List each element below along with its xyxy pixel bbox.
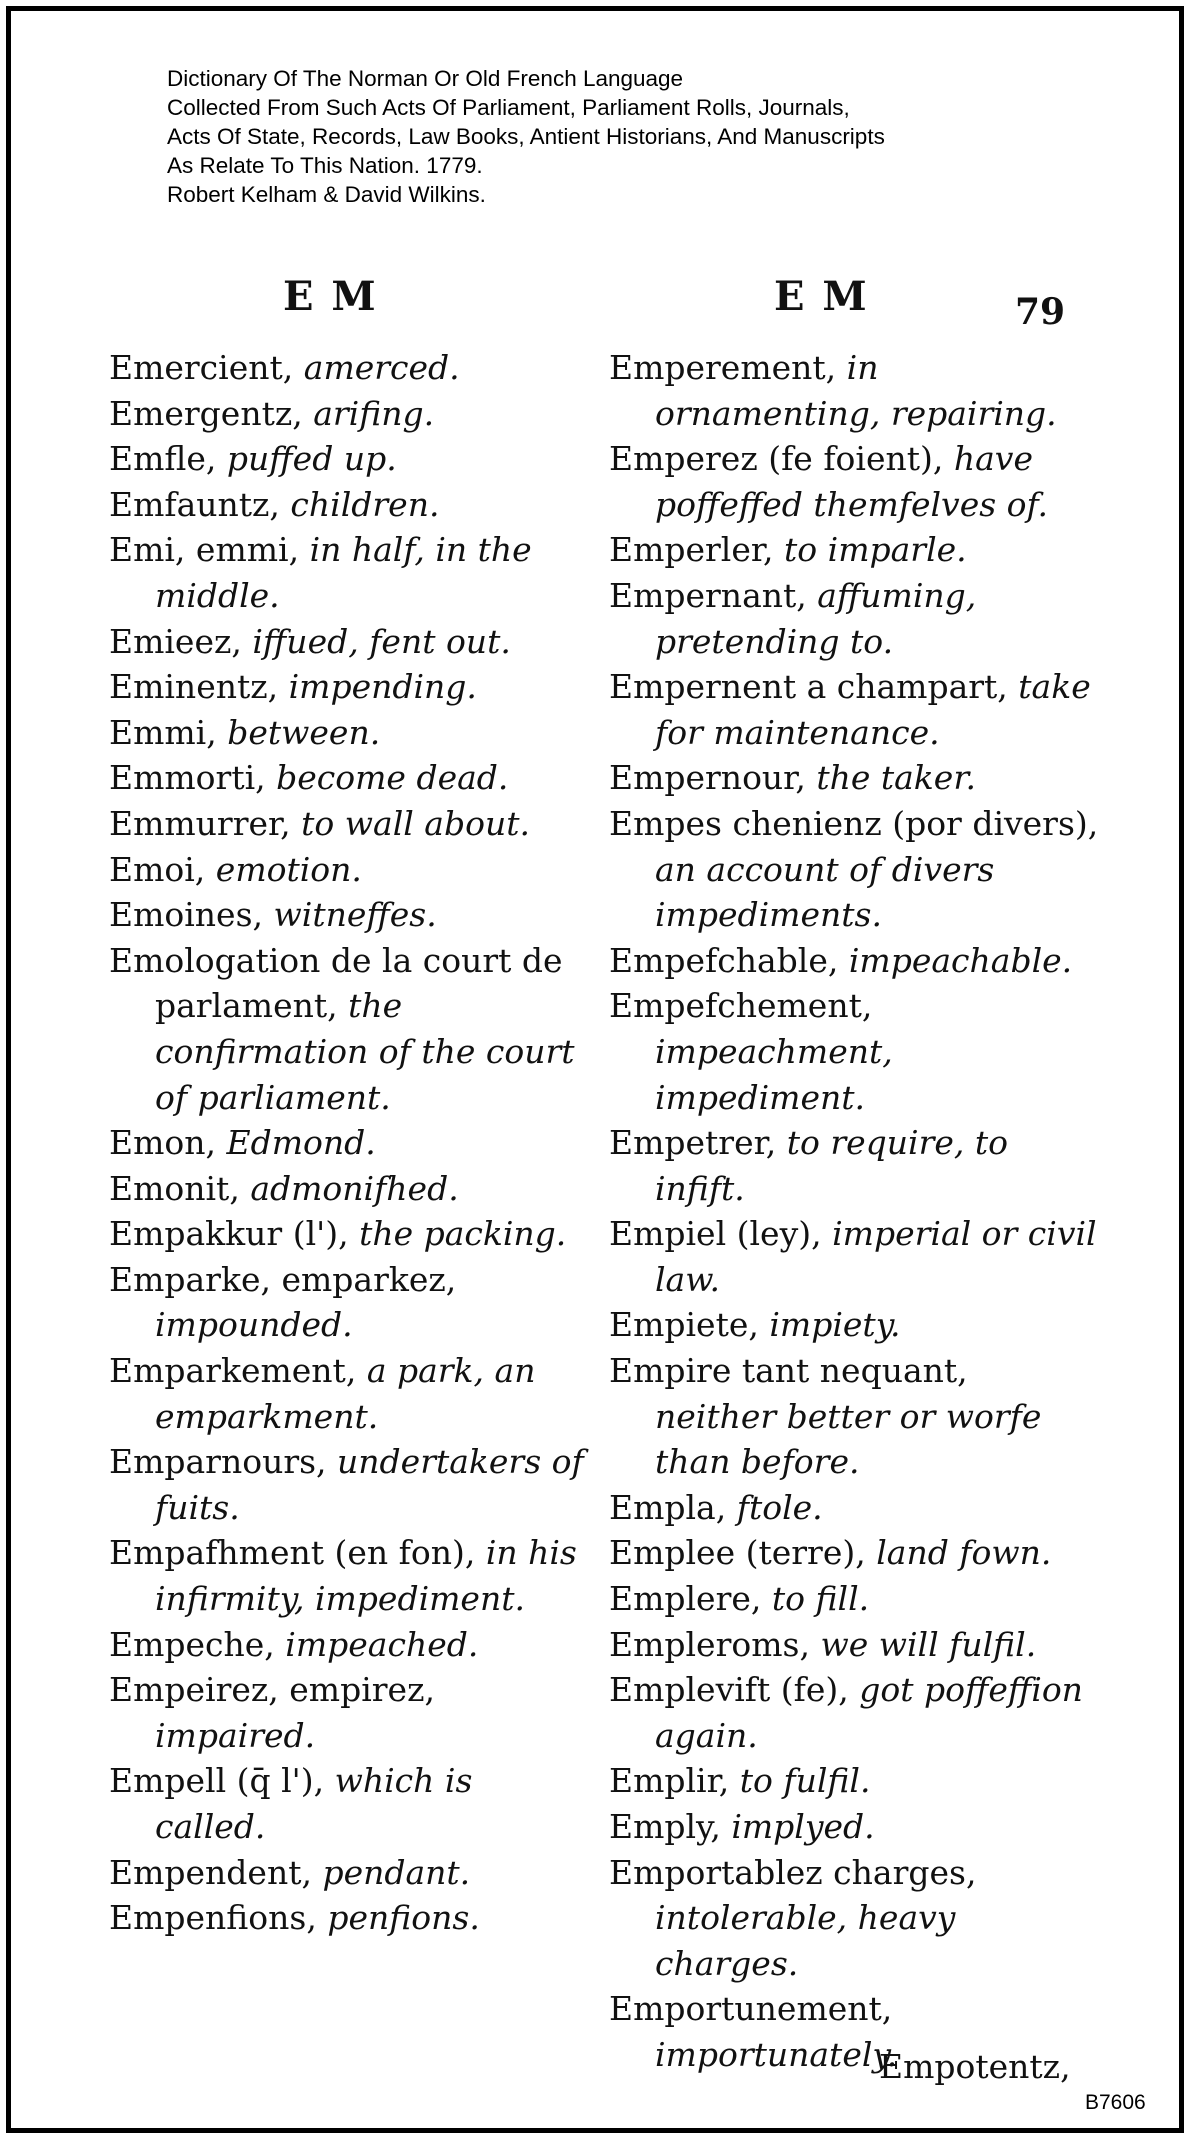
definition: to wall about. (301, 803, 530, 843)
definition: which is called. (155, 1761, 473, 1846)
headword: Emplere, (609, 1579, 762, 1619)
definition: impeached. (285, 1624, 479, 1664)
definition: puffed up. (226, 439, 397, 479)
right-column (609, 345, 1099, 2078)
headword: Empetrer, (609, 1123, 777, 1163)
headword: Emperez (fe foient), (609, 439, 944, 479)
dictionary-entry (109, 436, 589, 482)
definition: importunately. (655, 2034, 898, 2074)
citation-line: Acts Of State, Records, Law Books, Antient Historians, And Manuscripts (167, 124, 885, 149)
headword: Empendent, (109, 1852, 312, 1892)
headword: Emi, emmi, (109, 530, 300, 570)
headword: Empes chenienz (por divers), (609, 803, 1099, 843)
dictionary-entry (609, 436, 1099, 527)
definition: admonifhed. (250, 1168, 459, 1208)
headword: Emplir, (609, 1761, 730, 1801)
definition: impeachable. (848, 940, 1073, 980)
definition: penfions. (327, 1898, 480, 1938)
dictionary-entry (609, 1485, 1099, 1531)
definition: become dead. (276, 758, 509, 798)
dictionary-entry (109, 664, 589, 710)
dictionary-entry (109, 1211, 589, 1257)
dictionary-entry (609, 1622, 1099, 1668)
dictionary-entry (109, 938, 589, 1120)
dictionary-entry (609, 755, 1099, 801)
definition: amerced. (303, 348, 460, 387)
definition: in ornamenting, repairing. (655, 348, 1057, 433)
dictionary-entry (609, 1758, 1099, 1804)
headword: Emparnours, (109, 1442, 327, 1482)
headword: Emperement, (609, 348, 837, 387)
headword: Empla, (609, 1487, 727, 1527)
dictionary-entry (109, 847, 589, 893)
headword: Empleroms, (609, 1624, 810, 1664)
dictionary-entry (609, 1850, 1099, 1987)
headword: Empire tant nequant, (609, 1351, 968, 1391)
headword: Emparke, emparkez, (109, 1259, 457, 1299)
headword: Emplevift (fe), (609, 1670, 849, 1710)
headword: Emfauntz, (109, 484, 280, 524)
dictionary-entry (109, 801, 589, 847)
dictionary-entry (109, 1850, 589, 1896)
dictionary-entry (109, 1622, 589, 1668)
citation-line: Collected From Such Acts Of Parliament, Parliament Rolls, Journals, (167, 95, 850, 120)
dictionary-entry (609, 1667, 1099, 1758)
dictionary-entry (609, 983, 1099, 1120)
dictionary-entry (609, 1348, 1099, 1485)
citation-line: As Relate To This Nation. 1779. (167, 153, 483, 178)
headword: Emologation de la court de parlament, (109, 940, 563, 1026)
dictionary-entry (609, 801, 1099, 938)
definition: children. (290, 484, 440, 524)
citation-line: Robert Kelham & David Wilkins. (167, 182, 486, 207)
left-column (109, 345, 589, 1941)
dictionary-entry (609, 1530, 1099, 1576)
dictionary-entry (109, 1667, 589, 1758)
citation-line: Dictionary Of The Norman Or Old French Language (167, 66, 684, 91)
dictionary-entry (609, 1302, 1099, 1348)
headword: Emonit, (109, 1168, 240, 1208)
definition: pendant. (322, 1852, 471, 1892)
headword: Emplee (terre), (609, 1533, 866, 1573)
dictionary-entry (609, 527, 1099, 573)
headword: Empefchement, (609, 986, 873, 1026)
headword: Empeirez, empirez, (109, 1670, 435, 1710)
definition: we will fulfil. (820, 1624, 1037, 1664)
dictionary-entry (109, 1166, 589, 1212)
definition: iffued, fent out. (252, 621, 511, 661)
dictionary-entry (609, 1804, 1099, 1850)
dictionary-entry (609, 938, 1099, 984)
definition: implyed. (731, 1807, 875, 1846)
citation-block (167, 64, 1067, 209)
definition: land fown. (876, 1533, 1052, 1573)
definition: undertakers of fuits. (155, 1442, 584, 1527)
dictionary-entry (109, 482, 589, 528)
dictionary-entry (609, 1120, 1099, 1211)
headword: Empiete, (609, 1305, 759, 1345)
headword: Emmi, (109, 712, 217, 752)
definition: got poffeffion again. (655, 1670, 1083, 1755)
headword: Emfle, (109, 439, 217, 479)
definition: impiety. (769, 1305, 901, 1345)
definition: intolerable, heavy charges. (655, 1898, 956, 1983)
page-number: 79 (1015, 291, 1066, 333)
definition: a park, an emparkment. (155, 1351, 536, 1436)
headword: Emieez, (109, 621, 242, 661)
dictionary-entry (109, 1348, 589, 1439)
dictionary-entry (609, 1576, 1099, 1622)
dictionary-entry (109, 1758, 589, 1849)
headword: Emon, (109, 1123, 216, 1163)
definition: affuming, pretending to. (655, 575, 977, 661)
headword: Empafhment (en fon), (109, 1533, 476, 1573)
definition: the packing. (359, 1214, 567, 1254)
headword: Emply, (609, 1807, 721, 1846)
definition: in his infirmity, impediment. (155, 1533, 577, 1619)
headword: Emoi, (109, 849, 206, 889)
definition: to fill. (771, 1579, 870, 1619)
definition: ftole. (736, 1487, 823, 1527)
image-code: B7606 (1085, 2091, 1146, 2114)
definition: to require, to infift. (655, 1123, 1009, 1208)
dictionary-entry (609, 573, 1099, 664)
headword: Empell (q̄ l'), (109, 1761, 325, 1801)
left-column-heading: E M (283, 273, 378, 320)
dictionary-entry (109, 1439, 589, 1530)
definition: an account of divers impediments. (655, 849, 995, 935)
definition: in half, in the middle. (155, 530, 532, 615)
definition: impaired. (155, 1715, 316, 1755)
definition: neither better or worfe than before. (655, 1396, 1042, 1482)
dictionary-entry (109, 1530, 589, 1621)
dictionary-entry (109, 755, 589, 801)
headword: Emportunement, (609, 1989, 893, 2029)
headword: Emportablez charges, (609, 1852, 977, 1892)
definition: have poffeffed themfelves of. (655, 439, 1049, 524)
headword: Eminentz, (109, 667, 279, 707)
headword: Empernour, (609, 758, 806, 798)
dictionary-entry (109, 527, 589, 618)
definition: witneffes. (273, 895, 437, 935)
headword: Emmurrer, (109, 803, 291, 843)
headword: Empernant, (609, 575, 807, 615)
dictionary-entry (109, 892, 589, 938)
definition: impounded. (155, 1305, 353, 1345)
headword: Empernent a champart, (609, 667, 1008, 707)
dictionary-entry (609, 664, 1099, 755)
dictionary-entry (609, 345, 1099, 436)
headword: Emergentz, (109, 393, 303, 433)
definition: impeachment, impediment. (655, 1031, 893, 1117)
definition: impending. (288, 667, 477, 707)
catchword: Empotentz, (879, 2047, 1071, 2086)
headword: Empakkur (l'), (109, 1214, 349, 1254)
headword: Emoines, (109, 895, 264, 935)
definition: imperial or civil law. (655, 1214, 1097, 1299)
dictionary-entry (109, 391, 589, 437)
definition: arifing. (313, 393, 435, 433)
definition: the taker. (816, 758, 976, 798)
headword: Emercient, (109, 348, 294, 387)
dictionary-entry (609, 1211, 1099, 1302)
headword: Emmorti, (109, 758, 266, 798)
page-frame (6, 6, 1184, 2133)
headword: Emparkement, (109, 1351, 357, 1391)
definition: between. (227, 712, 381, 752)
dictionary-entry (109, 619, 589, 665)
definition: the confirmation of the court of parliament. (155, 986, 575, 1117)
definition: take for maintenance. (655, 667, 1091, 752)
definition: emotion. (215, 849, 362, 889)
headword: Empenfions, (109, 1898, 317, 1938)
headword: Empefchable, (609, 940, 839, 980)
headword: Empeche, (109, 1624, 275, 1664)
headword: Emperler, (609, 530, 774, 570)
definition: to fulfil. (739, 1761, 871, 1801)
dictionary-entry (109, 1120, 589, 1166)
dictionary-entry (109, 1257, 589, 1348)
dictionary-entry (109, 710, 589, 756)
right-column-heading: E M (774, 273, 869, 320)
dictionary-entry (109, 1895, 589, 1941)
definition: to imparle. (784, 530, 967, 570)
headword: Empiel (ley), (609, 1214, 822, 1254)
dictionary-entry (109, 345, 589, 391)
definition: Edmond. (226, 1123, 376, 1163)
